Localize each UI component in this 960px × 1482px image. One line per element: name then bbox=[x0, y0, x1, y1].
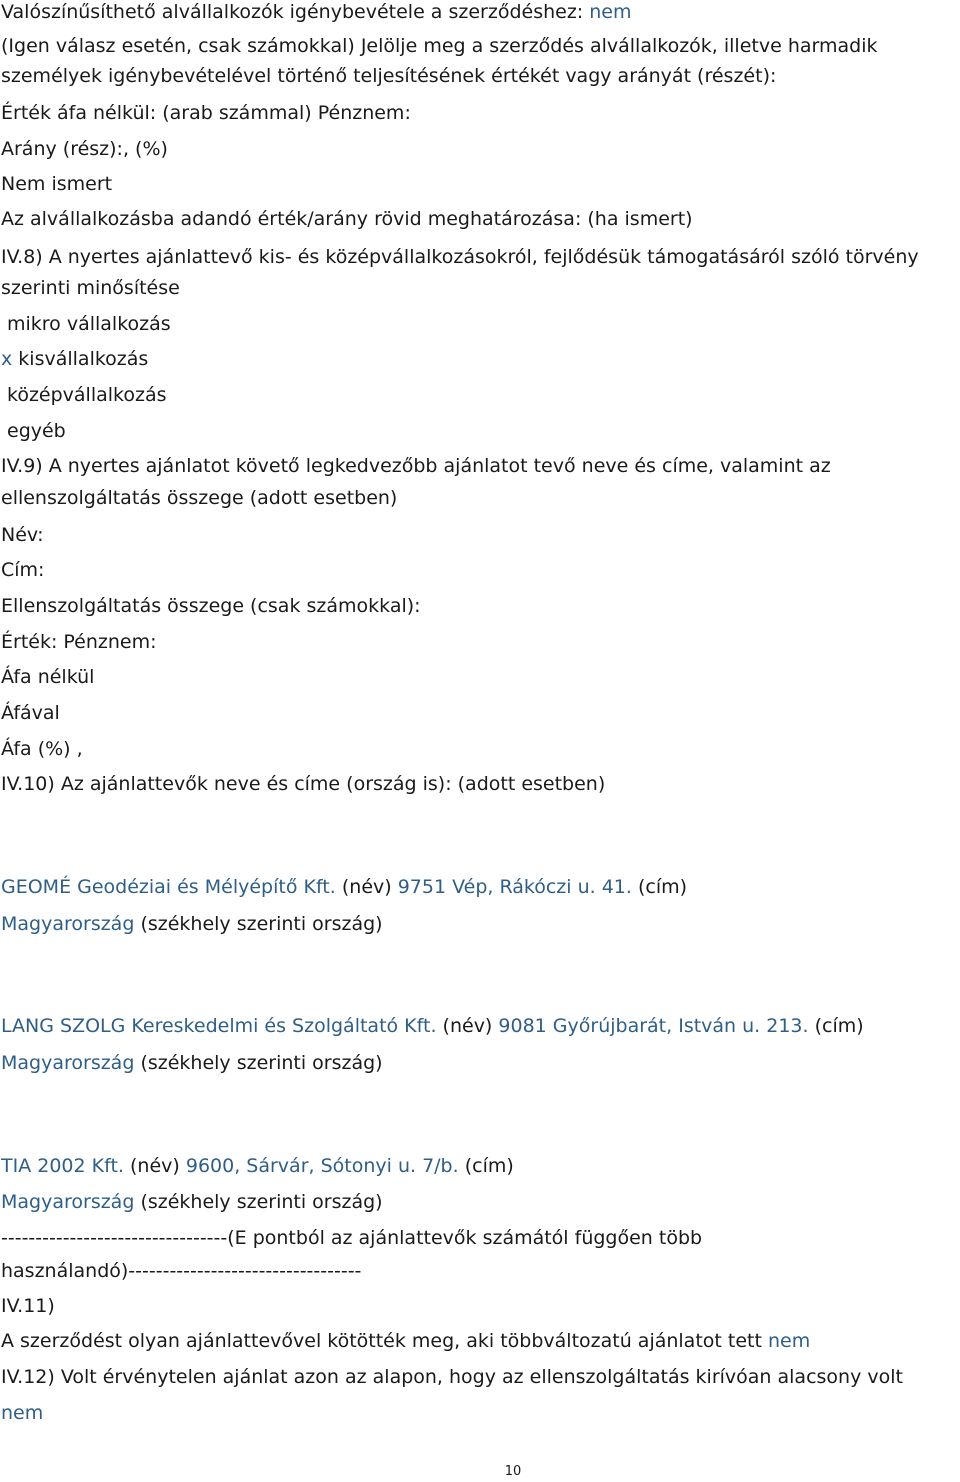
bidder-1-country-suffix: (székhely szerinti ország) bbox=[140, 913, 383, 935]
iv10-separator-line1: ---------------------------------(E pontból az ajánlattevők számától függően több bbox=[1, 1227, 703, 1249]
iv10-separator-line2: használandó)---------------------------------- bbox=[1, 1260, 362, 1282]
bidder-3-name: TIA 2002 Kft. bbox=[1, 1155, 124, 1177]
bidder-1-address: 9751 Vép, Rákóczi u. 41. bbox=[397, 876, 632, 898]
page-number: 10 bbox=[504, 1464, 522, 1479]
iv9-vat-pct: Áfa (%) , bbox=[1, 738, 83, 760]
bidder-2-country: Magyarország bbox=[1, 1052, 135, 1074]
bidder-2-country-suffix: (székhely szerinti ország) bbox=[140, 1052, 383, 1074]
bidder-2-line bbox=[1, 1014, 864, 1038]
iv8-heading-line1: IV.8) A nyertes ajánlattevő kis- és középvállalkozásokról, fejlődésük támogatásáról szóló törvény bbox=[1, 246, 919, 268]
bidder-1-address-tag: (cím) bbox=[637, 876, 688, 898]
bidder-2-country-line bbox=[1, 1051, 383, 1075]
bidder-1-line bbox=[1, 875, 687, 899]
iv9-no-vat: Áfa nélkül bbox=[1, 666, 95, 688]
bidder-1-country: Magyarország bbox=[1, 913, 135, 935]
bidder-2-address-tag: (cím) bbox=[814, 1015, 864, 1037]
subcontract-note-line2: személyek igénybevételével történő teljesítésének értékét vagy arányát (részét): bbox=[1, 65, 777, 87]
iv9-with-vat: Áfával bbox=[1, 702, 60, 724]
iv8-selected-mark: x bbox=[1, 348, 13, 370]
iv9-amount: Ellenszolgáltatás összege (csak számokkal): bbox=[1, 595, 421, 617]
iv9-name: Név: bbox=[1, 524, 44, 546]
subcontract-probable-line bbox=[1, 0, 632, 24]
iv9-heading-line2: ellenszolgáltatás összege (adott esetben) bbox=[1, 487, 398, 509]
bidder-2-address: 9081 Győrújbarát, István u. 213. bbox=[498, 1015, 809, 1037]
iv12-value: nem bbox=[1, 1402, 44, 1424]
bidder-3-country-suffix: (székhely szerinti ország) bbox=[140, 1191, 383, 1213]
subcontract-unknown: Nem ismert bbox=[1, 173, 113, 195]
bidder-3-address: 9600, Sárvár, Sótonyi u. 7/b. bbox=[185, 1155, 459, 1177]
iv11-heading: IV.11) bbox=[1, 1295, 55, 1317]
bidder-2-name-tag: (név) bbox=[442, 1015, 493, 1037]
bidder-3-country: Magyarország bbox=[1, 1191, 135, 1213]
bidder-3-line bbox=[1, 1154, 514, 1178]
iv11-value: nem bbox=[767, 1330, 811, 1352]
subcontract-short-desc: Az alvállalkozásba adandó érték/arány rövid meghatározása: (ha ismert) bbox=[1, 208, 693, 230]
bidder-1-name-tag: (név) bbox=[341, 876, 392, 898]
iv8-option-small bbox=[1, 347, 148, 371]
iv11-text: A szerződést olyan ajánlattevővel kötötték meg, aki többváltozatú ajánlatot tett bbox=[1, 1330, 762, 1352]
subcontract-note-line1: (Igen válasz esetén, csak számokkal) Jelölje meg a szerződés alvállalkozók, illetve harmadik bbox=[1, 35, 878, 57]
bidder-3-name-tag: (név) bbox=[130, 1155, 180, 1177]
subcontract-probable-label: Valószínűsíthető alvállalkozók igénybevétele a szerződéshez: bbox=[1, 1, 584, 23]
subcontract-ratio-line: Arány (rész):, (%) bbox=[1, 138, 168, 160]
bidder-3-country-line bbox=[1, 1190, 383, 1214]
subcontract-value-line: Érték áfa nélkül: (arab számmal) Pénznem: bbox=[1, 102, 411, 124]
iv12-text: IV.12) Volt érvénytelen ajánlat azon az alapon, hogy az ellenszolgáltatás kirívóan alacsony volt bbox=[1, 1366, 903, 1388]
bidder-1-name: GEOMÉ Geodéziai és Mélyépítő Kft. bbox=[1, 876, 336, 898]
bidder-1-country-line bbox=[1, 912, 383, 936]
bidder-2-name: LANG SZOLG Kereskedelmi és Szolgáltató Kft. bbox=[1, 1015, 437, 1037]
subcontract-probable-value: nem bbox=[589, 1, 632, 23]
iv9-heading-line1: IV.9) A nyertes ajánlatot követő legkedvezőbb ajánlatot tevő neve és címe, valamint az bbox=[1, 455, 831, 477]
iv8-option-micro: mikro vállalkozás bbox=[7, 313, 171, 335]
bidder-3-address-tag: (cím) bbox=[464, 1155, 514, 1177]
iv8-heading-line2: szerinti minősítése bbox=[1, 277, 180, 299]
iv11-line bbox=[1, 1329, 810, 1353]
iv8-option-other: egyéb bbox=[7, 420, 66, 442]
iv9-address: Cím: bbox=[1, 559, 45, 581]
iv8-option-small-label: kisvállalkozás bbox=[18, 348, 149, 370]
iv10-heading: IV.10) Az ajánlattevők neve és címe (ország is): (adott esetben) bbox=[1, 773, 606, 795]
iv8-option-medium: középvállalkozás bbox=[7, 384, 167, 406]
iv9-value-currency: Érték: Pénznem: bbox=[1, 631, 157, 653]
